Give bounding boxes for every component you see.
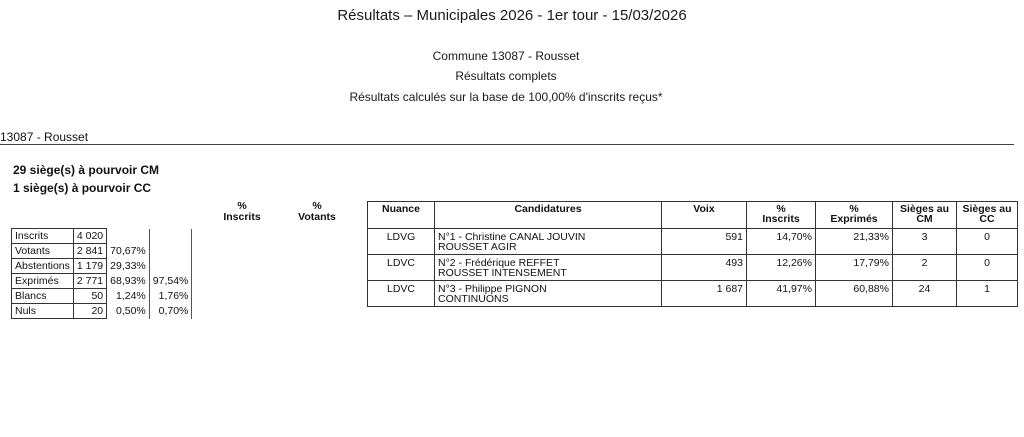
cell-pct-inscrits: 41,97% <box>747 281 816 307</box>
commune-section-label: 13087 - Rousset <box>0 130 89 144</box>
cell-sieges-cm: 3 <box>893 229 957 255</box>
seats-cc: 1 siège(s) à pourvoir CC <box>13 181 152 195</box>
cell-pct-exprimes: 60,88% <box>816 281 893 307</box>
stat-pct-votants <box>149 244 192 259</box>
table-row <box>12 304 192 319</box>
stat-pct-votants: 0,70% <box>149 304 192 319</box>
header-pct-inscrits-symbol: % <box>237 200 247 212</box>
stat-pct-votants <box>149 259 192 274</box>
table-row <box>12 289 192 304</box>
cell-pct-exprimes: 17,79% <box>816 255 893 281</box>
stat-label: Inscrits <box>12 229 74 244</box>
table-row <box>12 229 192 244</box>
header-pct-inscrits-symbol: % <box>776 203 786 215</box>
cell-sieges-cc: 0 <box>957 255 1018 281</box>
stat-label: Votants <box>12 244 74 259</box>
stats-grid <box>11 228 192 319</box>
basis-note: Résultats calculés sur la base de 100,00% d'inscrits reçus* <box>349 90 663 104</box>
stat-value: 2 841 <box>73 244 106 259</box>
candidate-name: N°1 - Christine CANAL JOUVIN <box>438 231 586 243</box>
stat-pct-votants: 1,76% <box>149 289 192 304</box>
header-voix: Voix <box>662 202 747 229</box>
header-pct-votants-label: Votants <box>298 211 336 223</box>
candidates-table <box>367 201 1018 307</box>
completeness-note: Résultats complets <box>455 69 557 83</box>
stat-pct-inscrits: 68,93% <box>107 274 150 289</box>
table-header-row <box>368 202 1018 229</box>
stat-label: Abstentions <box>12 259 74 274</box>
stat-pct-inscrits <box>107 229 150 244</box>
cell-pct-inscrits: 12,26% <box>747 255 816 281</box>
header-sieges-cc <box>957 202 1018 229</box>
list-name: ROUSSET AGIR <box>438 241 517 253</box>
candidate-name: N°2 - Frédérique REFFET <box>438 257 560 269</box>
cell-sieges-cm: 2 <box>893 255 957 281</box>
section-divider <box>0 144 1014 145</box>
page-title: Résultats – Municipales 2026 - 1er tour - 15/03/2026 <box>337 7 687 24</box>
cell-voix: 1 687 <box>662 281 747 307</box>
header-sieges-cm <box>893 202 957 229</box>
cell-sieges-cm: 24 <box>893 281 957 307</box>
table-row <box>368 281 1018 307</box>
header-pct-exprimes-symbol: % <box>849 203 859 215</box>
list-name: CONTINUONS <box>438 293 509 305</box>
stat-value: 2 771 <box>73 274 106 289</box>
stat-value: 4 020 <box>73 229 106 244</box>
table-row <box>368 255 1018 281</box>
cell-voix: 493 <box>662 255 747 281</box>
stat-pct-inscrits: 0,50% <box>107 304 150 319</box>
stat-pct-votants: 97,54% <box>149 274 192 289</box>
stat-label: Blancs <box>12 289 74 304</box>
stat-pct-inscrits: 29,33% <box>107 259 150 274</box>
cell-pct-exprimes: 21,33% <box>816 229 893 255</box>
header-pct-inscrits-label: Inscrits <box>762 213 800 225</box>
header-candidatures: Candidatures <box>435 202 662 229</box>
header-pct-inscrits-label: Inscrits <box>223 211 261 223</box>
header-pct-votants-symbol: % <box>312 200 322 212</box>
header-sieges-cm-line1: Sièges au <box>899 203 950 215</box>
cell-voix: 591 <box>662 229 747 255</box>
table-row <box>12 244 192 259</box>
stat-value: 50 <box>73 289 106 304</box>
cell-sieges-cc: 0 <box>957 229 1018 255</box>
header-pct-votants <box>279 201 355 223</box>
header-sieges-cc-line2: CC <box>979 213 995 225</box>
candidate-name: N°3 - Philippe PIGNON <box>438 283 547 295</box>
cell-sieges-cc: 1 <box>957 281 1018 307</box>
stat-value: 1 179 <box>73 259 106 274</box>
cell-candidature <box>435 229 662 255</box>
stat-pct-votants <box>149 229 192 244</box>
header-sieges-cc-line1: Sièges au <box>962 203 1012 215</box>
header-pct-exprimes-label: Exprimés <box>830 213 878 225</box>
cell-candidature <box>435 281 662 307</box>
stat-label: Nuls <box>12 304 74 319</box>
header-nuance: Nuance <box>368 202 435 229</box>
stat-value: 20 <box>73 304 106 319</box>
list-name: ROUSSET INTENSEMENT <box>438 267 567 279</box>
cell-nuance: LDVC <box>368 281 435 307</box>
table-row <box>12 274 192 289</box>
stat-pct-inscrits: 70,67% <box>107 244 150 259</box>
header-pct-exprimes <box>816 202 893 229</box>
table-row <box>368 229 1018 255</box>
header-pct-inscrits <box>747 202 816 229</box>
table-row <box>12 259 192 274</box>
header-sieges-cm-line2: CM <box>916 213 933 225</box>
cell-pct-inscrits: 14,70% <box>747 229 816 255</box>
cell-candidature <box>435 255 662 281</box>
stat-label: Exprimés <box>12 274 74 289</box>
cell-nuance: LDVG <box>368 229 435 255</box>
commune-heading: Commune 13087 - Rousset <box>432 49 580 63</box>
header-pct-inscrits <box>207 201 277 223</box>
stat-pct-inscrits: 1,24% <box>107 289 150 304</box>
seats-cm: 29 siège(s) à pourvoir CM <box>13 163 160 177</box>
cell-nuance: LDVC <box>368 255 435 281</box>
